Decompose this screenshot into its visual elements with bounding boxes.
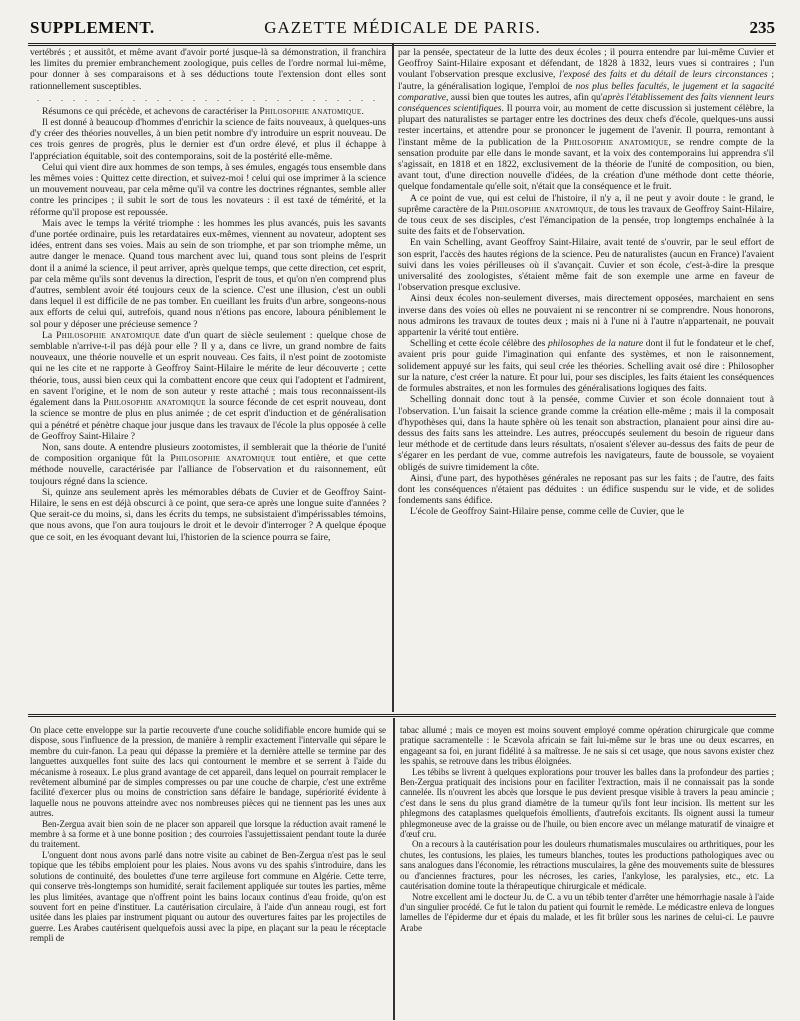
article-column-right xyxy=(398,47,774,707)
text-run: , aussi bien que toutes les autres, afin qu' xyxy=(445,91,603,103)
text-run: La xyxy=(42,329,57,341)
feuilleton-column-right xyxy=(400,725,774,1017)
paragraph: On place cette enveloppe sur la partie recouverte d'une couche solidifiable encore humide qui se dispose, sous l'influence de la pression, de manière à remplir exactement l'intervalle qui sépare le membre du cuir-fanon. La peau qui dépasse la première et la dernière attelle se termine par des languettes auxquelles font suite des lacs qui contournent le membre et se serrent à l'aide du mécanisme à roseaux. Le plus grand avantage de cet appareil, dans lequel on pourrait remplacer le revêtement albuminé par de simples compresses ou par une couche de charpie, c'est une extrême facilité d'exercer plus ou moins de constriction sans défaire le bandage, supériorité évidente à laquelle nous ne pouvons atteindre avec nos nombreuses pièces qui ne tiennent pas les unes aux autres. xyxy=(30,725,386,819)
journal-title: GAZETTE MÉDICALE DE PARIS. xyxy=(264,18,541,37)
small-caps-title: Philosophie anatomique xyxy=(103,397,206,409)
paragraph xyxy=(30,442,386,487)
small-caps-title: Philosophie anatomique xyxy=(563,136,669,148)
paragraph: Si, quinze ans seulement après les mémorables débats de Cuvier et de Geoffroy Saint-Hilaire, le sens en est déjà obscurci à ce point, que sera-ce après une longue suite d'années ? Que serait-ce du moins, si, dans les écrits du temps, ne subsistaient d'impérissables témoins, que nous avons, que l'on aura toujours le droit et le devoir d'interroger ? A quelque époque que ce soit, en les évoquant devant lui, l'historien de la science pourra se faire, xyxy=(30,486,386,543)
paragraph: On a recours à la cautérisation pour les douleurs rhumatismales musculaires ou arthritiques, pour les chutes, les contusions, les plaies, les tumeurs blanches, toutes les productions pathologiques avec ou sans analogues dans l'économie, les rétractions musculaires, la gêne des mouvements suite de blessures ou d'anciennes fractures, pour les nécroses, les caries, l'ankylose, les paralysies, etc., etc. La cautérisation domine toute la thérapeutique chirurgicale et médicale. xyxy=(400,839,774,892)
text-run: la source féconde de cet esprit nouveau, dont la science se montre de plus en plus animée ; de cet esprit d'induction et de généralisation qui a pénétré et pénètre chaque jour jusque dans les travaux de l'école la plus opposée à celle de Geoffroy Saint-Hilaire ? xyxy=(30,397,386,442)
page-header xyxy=(30,18,775,42)
italic-quote: après l'établissement des faits viennent leurs conséquences scientifiques xyxy=(398,91,774,115)
text-run: Schelling et cette école célèbre des xyxy=(410,338,549,350)
small-caps-title: Philosophie anatomique xyxy=(56,329,160,341)
text-run: Non, sans doute. A entendre plusieurs zootomistes, il semblerait que la théorie de l'unité de composition organique fût la xyxy=(30,441,386,465)
page-number: 235 xyxy=(749,18,775,37)
paragraph: Les tébibs se livrent à quelques explorations pour trouver les balles dans la profondeur des parties ; Ben-Zergua pratiquait des incisions pour en faciliter l'extraction, mais il ne connaissait pas la sonde cannelée. Ils n'ouvrent les abcès que lorsque le pus devient presque visible à travers la peau amincie ; c'est dans le sens du plus grand diamètre de la tumeur qu'ils font leur incision. Ils mettent sur les phlegmons des cataplasmes quelquefois émollients, d'autrefois excitants. Ils oignent aussi la tumeur phlegmoneuse avec de la graisse ou de l'huile, ou bien encore avec un mélange maturatif de vinaigre et d'œuf cru. xyxy=(400,766,774,840)
header-rule xyxy=(28,43,776,46)
paragraph: tabac allumé ; mais ce moyen est moins souvent employé comme opération chirurgicale que comme pratique sacramentelle : le Scævola africain se fait lui-même sur le bras une ou deux escarres, en engageant sa foi, en jurant fidélité à sa maîtresse. Je ne sais si cet usage, que nous savons exister chez les spahis, se retrouve dans les tribus éloignées. xyxy=(400,725,774,767)
feuilleton-column-left xyxy=(30,725,386,1017)
paragraph: Ainsi, d'une part, des hypothèses générales ne reposant pas sur les faits ; de l'autre, des faits dont les conséquences n'étaient pas déduites : un édifice suspendu sur le vide, et de solides fondements sans édifice. xyxy=(398,472,774,507)
italic-quote: l'exposé des faits et du détail de leurs circonstances xyxy=(559,69,768,81)
small-caps-title: Philosophie anatomique xyxy=(491,203,594,215)
text-run: date d'un quart de siècle seulement : quelque chose de semblable n'arrive-t-il pas déjà pour elle ? Il y a, dans ce livre, un grand nombre de faits nouveaux, une théorie nouvelle et un esprit nouveau. Ces faits, il n'est point de zootomiste qui ne les cite et ne rapporte à Geoffroy Saint-Hilaire le mérite de leur découverte ; cette théorie, tous, aussi bien ceux qui la combattent encore que ceux qui l'adoptent et l'admirent, en savent l'origine, et le nom de son auteur y reste attaché ; mais tous reconnaissent-ils également dans la xyxy=(30,329,386,409)
column-divider xyxy=(392,44,394,712)
paragraph: L'école de Geoffroy Saint-Hilaire pense, comme celle de Cuvier, que le xyxy=(410,506,684,518)
text-run: dont il fut le fondateur et le chef, avaient pris pour guide l'imagination qui enfante des systèmes, et non le raisonnement, solidement appuyé sur les faits, qui seul crée les théories. Schelling avait osé dire : Philosopher sur la nature, c'est créer la nature. Et pour lui, pour ses disciples, les faits étaient les conséquences de formules abstraites, et non les formules des généralisations logiques des faits. xyxy=(398,338,774,395)
column-divider xyxy=(393,718,395,1020)
paragraph: Celui qui vient dire aux hommes de son temps, à ses émules, engagés tous ensemble dans les mêmes voies : Quittez cette direction, et suivez-moi ! celui qui ose imprimer à la science un mouvement nouveau, par cela même qu'il va contre les doctrines régnantes, semble aller contre les principes ; il subit le sort de tous les novateurs : il est taxé de témérité, et la réforme qu'il propose est repoussée. xyxy=(30,161,386,218)
section-rule xyxy=(28,714,776,717)
text-run: par la pensée, spectateur de la lutte des deux écoles ; il pourra entendre par lui-même Cuvier et Geoffroy Saint-Hilaire exposant et défendant, de 1828 à 1832, leurs vues si contraires ; l'un voulant l'observation presque exclusive, xyxy=(398,47,774,81)
paragraph: vertébrés ; et aussitôt, et même avant d'avoir porté jusque-là sa démonstration, il franchira les limites du premier embranchement zoologique, puis celles de l'ordre normal lui-même, pour donner à ses comparaisons et à ses déductions toute l'extension dont elles sont rationnellement susceptibles. xyxy=(30,47,386,92)
paragraph: En vain Schelling, avant Geoffroy Saint-Hilaire, avait tenté de s'ouvrir, par le seul effort de son esprit, l'accès des hautes régions de la science. Peu de naturalistes (aucun en France) l'avaient suivi dans les voies périlleuses où il s'avançait. Cuvier et son école, c'est-à-dire la presque universalité des zoologistes, s'étaient même fait de son exemple une arme en faveur de l'observation presque exclusive. xyxy=(398,237,774,294)
text-run: tout entière, et que cette méthode nouvelle, caractérisée par l'alliance de l'observation et du raisonnement, eût toujours régné dans la science. xyxy=(30,453,386,487)
paragraph xyxy=(398,47,774,193)
small-caps-title: Philosophie anatomique xyxy=(259,105,362,117)
paragraph: Il est donné à beaucoup d'hommes d'enrichir la science de faits nouveaux, à quelques-uns d'y créer des théories nouvelles, à un bien petit nombre d'y introduire un esprit nouveau. De ces trois genres de progrès, plus le dernier est d'un ordre élevé, et plus il échappe à l'appréciation équitable, soit des contemporains, soit de la postérité elle-même. xyxy=(30,117,386,162)
paragraph: Mais avec le temps la vérité triomphe : les hommes les plus avancés, puis les savants d'une portée ordinaire, puis les retardataires eux-mêmes, viennent au novateur, adoptent ses idées, entrent dans ses voies. Mais au sein de son triomphe, et par son triomphe même, un autre danger le menace. Quand tous marchent avec lui, quand tous sont pleins de l'esprit dont il a animé la science, il peut arriver, après quelque temps, que cette direction, cet esprit, par cela même qu'ils sont devenus la direction, l'esprit de tous, et qu'on n'en comprend plus d'autres, semblent avoir été toujours ceux de la science. C'est une illusion, c'est un oubli dans lequel il est difficile de ne pas tomber. En cueillant les fruits d'un arbre, songeons-nous aux efforts de celui qui, autrefois, quand nous n'étions pas encore, laboura péniblement le sol pour y déposer une précieuse semence ? xyxy=(30,217,386,330)
article-column-left xyxy=(30,47,386,707)
text-run: , se rendre compte de la sensation produite par elle dans le monde savant, et la voix des contemporains lui apprendra s'il s'agissait, en 1818 et en 1822, exclusivement de la théorie de l'unité de composition, ou bien, avant tout, d'une direction nouvelle d'idées, de la création d'une méthode dont cette théorie, quelque fondamentale qu'elle soit, n'était que la conséquence et le fruit. xyxy=(398,136,774,193)
paragraph: Notre excellent ami le docteur Ju. de C. a vu un tébib tenter d'arrêter une hémorrhagie nasale à l'aide d'un singulier procédé. Ce fut le talon du patient qui fournit le remède. Le médicastre enleva de longues lamelles de l'épiderme dur et épais du malade, et les fit brûler sous les narines de celui-ci. Le pauvre Arabe xyxy=(400,891,774,933)
paragraph xyxy=(398,193,774,238)
text-run: Résumons ce qui précède, et achevons de caractériser la xyxy=(42,105,260,117)
supplement-label: SUPPLEMENT. xyxy=(30,18,155,37)
paragraph: Schelling donnait donc tout à la pensée, comme Cuvier et son école donnaient tout à l'observation. L'un faisait la science grande comme la création elle-même ; mais il la composait d'hypothèses qui, dans la haute sphère où les tenait son abstraction, planaient pour ainsi dire au-dessus des faits sans les atteindre. Les autres, préoccupés seulement du besoin de rigueur dans leur méthode et de certitude dans leurs résultats, n'osaient s'élever au-dessus des faits de peur de s'égarer en les perdant de vue, comme autrefois les navigateurs, faute de boussole, se voyaient obligés de suivre timidement la côte. xyxy=(398,394,774,473)
paragraph: Ainsi deux écoles non-seulement diverses, mais directement opposées, marchaient en sens inverse dans des voies où elles ne pouvaient ni se rencontrer ni se comprendre. Nous honorons, nous admirons les travaux de toutes deux ; mais ni à l'une ni à l'autre n'appartenait, ne pouvait appartenir la vérité tout entière. xyxy=(398,293,774,339)
paragraph: Ben-Zergua avait bien soin de ne placer son appareil que lorsque la réduction avait ramené le membre à sa forme et à une bonne position ; des courroies l'assujettissaient pendant toute la durée du traitement. xyxy=(30,818,386,850)
paragraph xyxy=(398,338,774,394)
italic-quote: philosophes de la nature xyxy=(548,338,644,350)
italic-quote: nos plus belles facultés, le jugement et la sagacité comparative xyxy=(398,80,774,103)
text-run: . xyxy=(361,105,364,117)
text-run: , de tous les travaux de Geoffroy Saint-Hilaire, de tous ceux de ses disciples, c'est l'émancipation de la pensée, trop longtemps enchaînée à la suite des faits et de l'observation. xyxy=(398,203,774,238)
section-separator: . . . . . . . . . . . . . . . . . . . . . . . . . . . . . xyxy=(37,93,379,103)
small-caps-title: Philosophie anatomique xyxy=(170,453,276,465)
paragraph xyxy=(30,106,386,117)
paragraph xyxy=(30,330,386,442)
paragraph: L'onguent dont nous avons parlé dans notre visite au cabinet de Ben-Zergua n'est pas le seul topique que les tébibs emploient pour les plaies. Nous avons vu des spahis s'introduire, dans les solutions de continuité, des boulettes d'une terre argileuse fort commune en Algérie. Cette terre, qui conserve très-longtemps son humidité, serait facilement appliquée sur toutes les parties, même les plus limitées, avantage que n'offrent point les bains locaux continus d'eau froide, qu'on est souvent fort en peine d'instituer. La cautérisation circulaire, à l'aide d'un anneau rougi, est fort usitée dans les plaies par instrument piquant ou autour des ouvertures faites par les projectiles de guerre. Les Arabes cautérisent quelquefois aussi avec la pipe, en plaçant sur la peau le réceptacle rempli de xyxy=(30,849,386,944)
text-run: . Il pourra voir, au moment de cette discussion si justement célèbre, la plupart des naturalistes se partager entre les doctrines des deux chefs d'école, quelques-uns aussi rester incertains, et attendre pour se prononcer le jugement de l'avenir. Il pourra, remontant à l'instant même de la publication de la xyxy=(398,103,774,148)
text-run: ; l'autre, la généralisation logique, l'emploi de xyxy=(398,69,774,92)
text-run: A ce point de vue, qui est celui de l'histoire, il n'y a, il ne peut y avoir doute : le grand, le suprême caractère de la xyxy=(398,192,774,215)
